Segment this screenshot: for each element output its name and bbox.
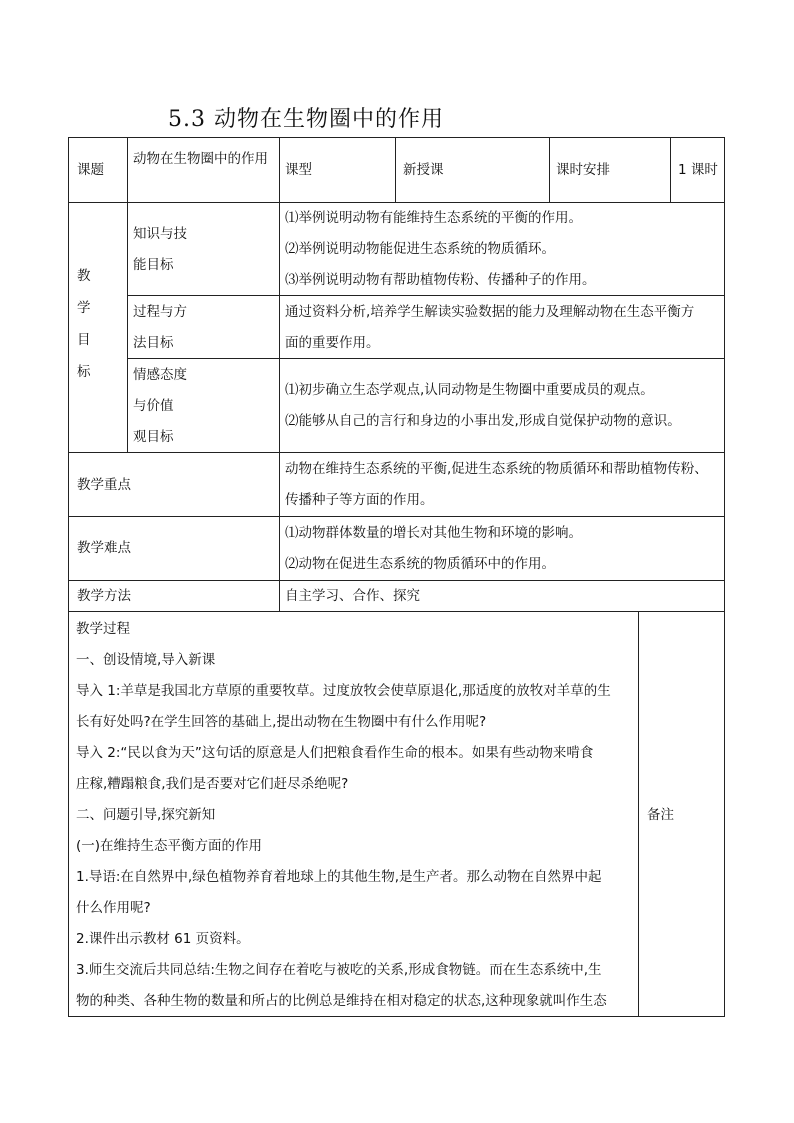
key-points-text: 传播种子等方面的作用。	[285, 492, 434, 508]
process-line: 物的种类、各种生物的数量和所占的比例总是维持在相对稳定的状态,这种现象就叫作生态	[76, 993, 607, 1009]
process-line: 导入 1:羊草是我国北方草原的重要牧草。过度放牧会使草原退化,那适度的放牧对羊草的生	[76, 683, 611, 699]
row-divider	[127, 295, 724, 296]
col-divider	[279, 138, 280, 611]
course-label: 课题	[77, 162, 104, 178]
emotion-item: ⑵能够从自己的言行和身边的小事出发,形成自觉保护动物的意识。	[285, 413, 681, 429]
process-label: 法目标	[133, 335, 174, 351]
objectives-label-char: 目	[77, 332, 91, 348]
knowledge-label: 知识与技	[133, 226, 187, 242]
process-text: 面的重要作用。	[285, 335, 380, 351]
type-value: 新授课	[403, 162, 444, 178]
process-line: 庄稼,糟蹋粮食,我们是否要对它们赶尽杀绝呢?	[76, 776, 349, 792]
process-line: 2.课件出示教材 61 页资料。	[76, 931, 250, 947]
objectives-label-char: 标	[77, 364, 91, 380]
schedule-value: 1 课时	[678, 162, 718, 178]
process-label: 过程与方	[133, 304, 187, 320]
process-line: 1.导语:在自然界中,绿色植物养育着地球上的其他生物,是生产者。那么动物在自然界中起	[76, 869, 602, 885]
schedule-label: 课时安排	[556, 162, 610, 178]
document-title: 5.3 动物在生物圈中的作用	[168, 107, 444, 132]
col-divider	[549, 138, 550, 202]
type-label: 课型	[285, 162, 312, 178]
row-divider	[69, 452, 724, 453]
emotion-item: ⑴初步确立生态学观点,认同动物是生物圈中重要成员的观点。	[285, 382, 654, 398]
difficulty-item: ⑵动物在促进生态系统的物质循环中的作用。	[285, 556, 555, 572]
difficulties-label: 教学难点	[77, 540, 131, 556]
methods-label: 教学方法	[77, 588, 131, 604]
emotion-label: 观目标	[133, 429, 174, 445]
row-divider	[69, 516, 724, 517]
process-line: 一、创设情境,导入新课	[76, 652, 216, 668]
objectives-label-char: 学	[77, 300, 91, 316]
col-divider	[670, 138, 671, 202]
row-divider	[69, 580, 724, 581]
process-line: 长有好处吗?在学生回答的基础上,提出动物在生物圈中有什么作用呢?	[76, 714, 487, 730]
process-heading: 教学过程	[76, 621, 130, 637]
row-divider	[69, 611, 724, 612]
notes-label: 备注	[647, 807, 674, 823]
methods-value: 自主学习、合作、探究	[285, 588, 420, 604]
difficulty-item: ⑴动物群体数量的增长对其他生物和环境的影响。	[285, 525, 582, 541]
objectives-label-char: 教	[77, 268, 91, 284]
key-points-text: 动物在维持生态系统的平衡,促进生态系统的物质循环和帮助植物传粉、	[285, 461, 708, 477]
teaching-process-body	[76, 614, 636, 1017]
course-value: 动物在生物圈中的作用	[133, 151, 268, 167]
row-divider	[69, 202, 724, 203]
process-line: 3.师生交流后共同总结:生物之间存在着吃与被吃的关系,形成食物链。而在生态系统中,生	[76, 962, 602, 978]
process-line: 导入 2:“民以食为天”这句话的原意是人们把粮食看作生命的根本。如果有些动物来啃食	[76, 745, 594, 761]
process-line: (一)在维持生态平衡方面的作用	[76, 838, 263, 854]
emotion-label: 与价值	[133, 398, 174, 414]
col-divider	[127, 138, 128, 452]
knowledge-item: ⑶举例说明动物有帮助植物传粉、传播种子的作用。	[285, 272, 596, 288]
key-points-label: 教学重点	[77, 477, 131, 493]
knowledge-item: ⑵举例说明动物能促进生态系统的物质循环。	[285, 241, 555, 257]
process-line: 二、问题引导,探究新知	[76, 807, 216, 823]
col-divider	[395, 138, 396, 202]
row-divider	[127, 358, 724, 359]
col-divider	[638, 611, 639, 1016]
knowledge-item: ⑴举例说明动物有能维持生态系统的平衡的作用。	[285, 210, 582, 226]
process-line: 什么作用呢?	[76, 900, 151, 916]
process-text: 通过资料分析,培养学生解读实验数据的能力及理解动物在生态平衡方	[285, 304, 695, 320]
emotion-label: 情感态度	[133, 367, 187, 383]
knowledge-label: 能目标	[133, 257, 174, 273]
